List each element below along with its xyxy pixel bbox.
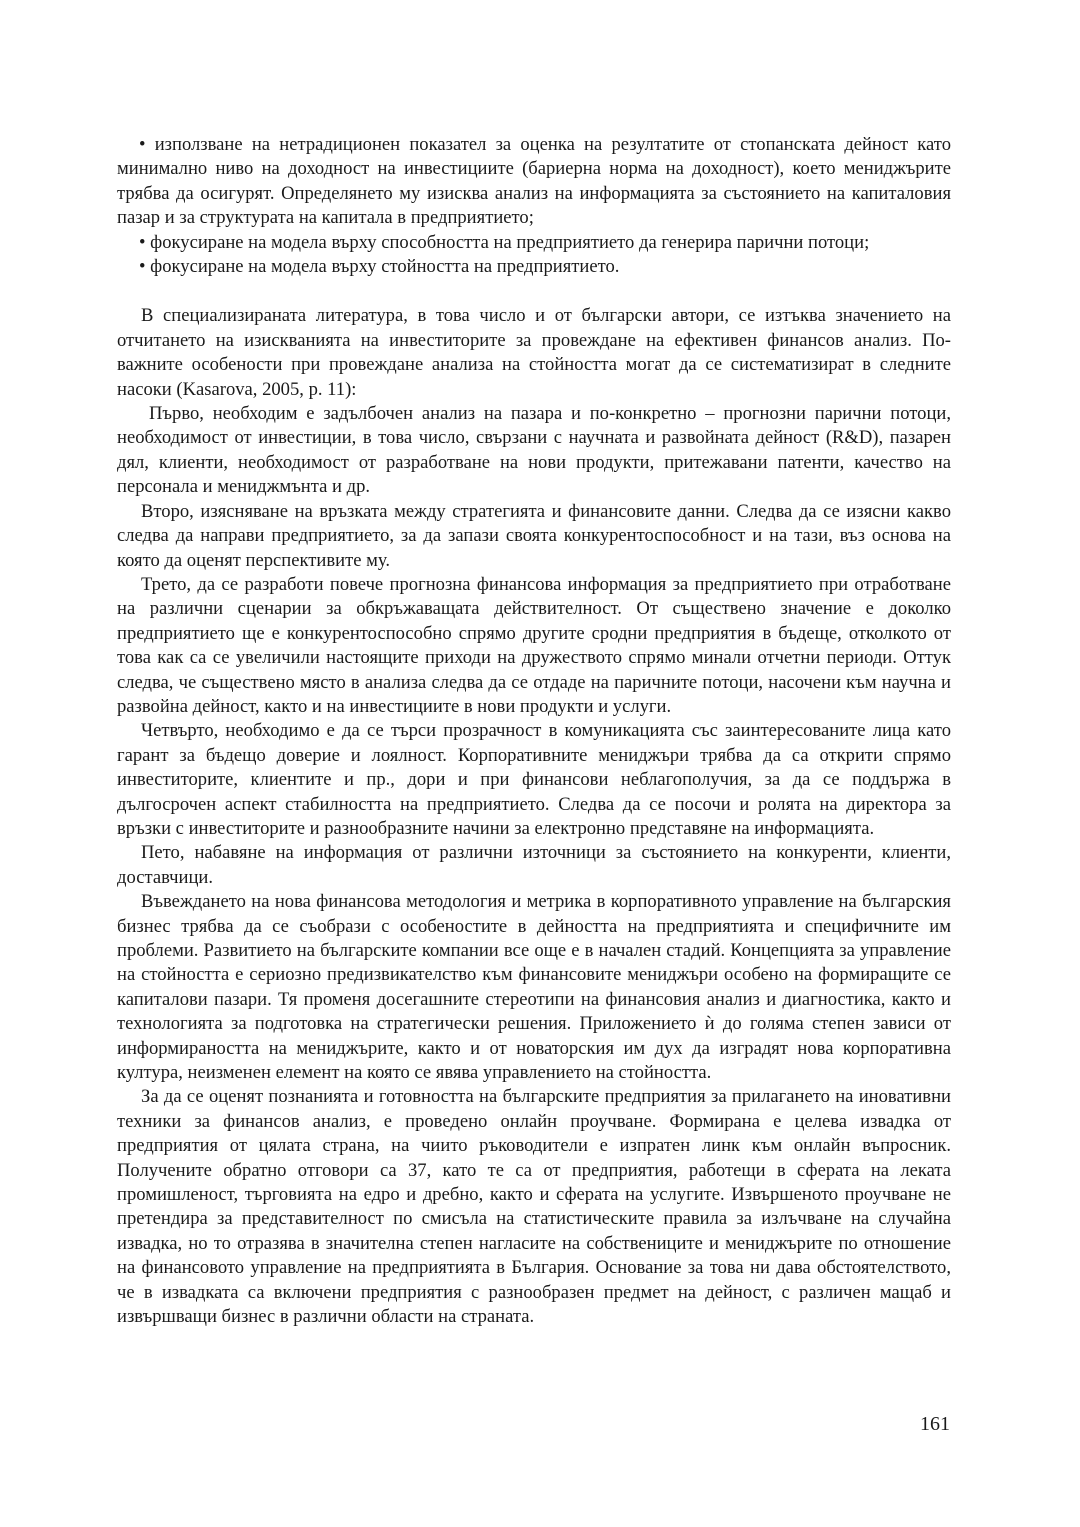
bullet-item: • използване на нетрадиционен показател за оценка на резултатите от стопанската дейност като минимално ниво на доходност на инвестициите (бариерна норма на доходност), което мениджърите трябва да осигурят. Определянето му изисква анализ на информацията за състоянието на капиталовия пазар и за структурата на капитала в предприятието; xyxy=(117,134,951,229)
paragraph: Трето, да се разработи повече прогнозна финансова информация за предприятието при отработване на различни сценарии за обкръжаващата действителност. От съществено значение е доколко предприятието ще е конкурентоспособно спрямо другите сродни предприятия в бъдеще, отколкото от това как са се увеличили настоящите приходи на дружеството спрямо минали отчетни периоди. Оттук следва, че съществено място в анализа следва да се отдаде на паричните потоци, насочени към научна и развойна дейност, както и на инвестициите в нови продукти и услуги. xyxy=(117,573,951,717)
paragraph: Въвеждането на нова финансова методология и метрика в корпоративното управление на българския бизнес трябва да се съобрази с особеностите в дейността на предприятията и специфичните им проблеми. Развитието на българските компании все още е в начален стадий. Концепцията за управление на стойността е сериозно предизвикателство към финансовите мениджъри особено на формиращите се капиталови пазари. Тя променя досегашните стереотипи на финансовия анализ и диагностика, както и технологията за подготовка на стратегически решения. Приложението ѝ до голяма степен зависи от информираността на мениджърите, както и от новаторския им дух да изградят нова корпоративна култура, неизменен елемент на която се явява управлението на стойността. xyxy=(117,891,951,1084)
paragraph: Второ, изясняване на връзката между стратегията и финансовите данни. Следва да се изясни какво следва да направи предприятието, за да запази своята конкурентоспособност и на тази, въз основа на която да оценят перспективите му. xyxy=(117,500,951,571)
bullet-item: • фокусиране на модела върху стойността на предприятието. xyxy=(139,256,620,278)
paragraph: Пето, набавяне на информация от различни източници за състоянието на конкуренти, клиенти, доставчици. xyxy=(117,842,951,888)
paragraph: Първо, необходим е задълбочен анализ на пазара и по-конкретно – прогнозни парични потоци, необходимост от инвестиции, в това число, свързани с научната и развойната дейност (R&D), пазарен дял, клиенти, необходимост от разработване на нови продукти, притежавани патенти, качество на персонала и мениджмънта и др. xyxy=(117,403,951,498)
paragraph: За да се оценят познанията и готовността на българските предприятия за прилагането на иновативни техники за финансов анализ, е проведено онлайн проучване. Формирана е целева извадка от предприятия от цялата страна, на чиито ръководители е изпратен линк към онлайн въпросник. Получените обратно отговори са 37, като те са от предприятия, работещи в сферата на леката промишленост, търговията на едро и дребно, както и сферата на услугите. Извършеното проучване не претендира за представителност по смисъла на статистическите правила за излъчване на случайна извадка, но то отразява в значителна степен нагласите на собствениците и мениджърите по отношение на финансовото управление на предприятията в България. Основание за това ни дава обстоятелството, че в извадката са включени предприятия с разнообразен предмет на дейност, с различен мащаб и извършващи бизнес в различни области на страната. xyxy=(117,1086,951,1328)
bullet-item: • фокусиране на модела върху способността на предприятието да генерира парични потоци; xyxy=(139,231,870,253)
page-number: 161 xyxy=(920,1413,950,1435)
paragraph: В специализираната литература, в това число и от български автори, се изтъква значението на отчитането на изискванията на инвеститорите за провеждане на ефективен финансов анализ. По-важните особености при провеждане анализа на стойността могат да се систематизират в следните насоки (Kasarova, 2005, p. 11): xyxy=(117,305,951,400)
body-text xyxy=(117,133,951,1330)
paragraph: Четвърто, необходимо е да се търси прозрачност в комуникацията със заинтересованите лица като гарант за бъдещо доверие и лоялност. Корпоративните мениджъри трябва да са открити спрямо инвеститорите, клиентите и пр., дори и при финансови неблагополучия, за да се поддържа в дългосрочен аспект стабилността на предприятието. Следва да се посочи и ролята на директора за връзки с инвеститорите и разнообразните начини за електронно представяне на информацията. xyxy=(117,720,951,839)
